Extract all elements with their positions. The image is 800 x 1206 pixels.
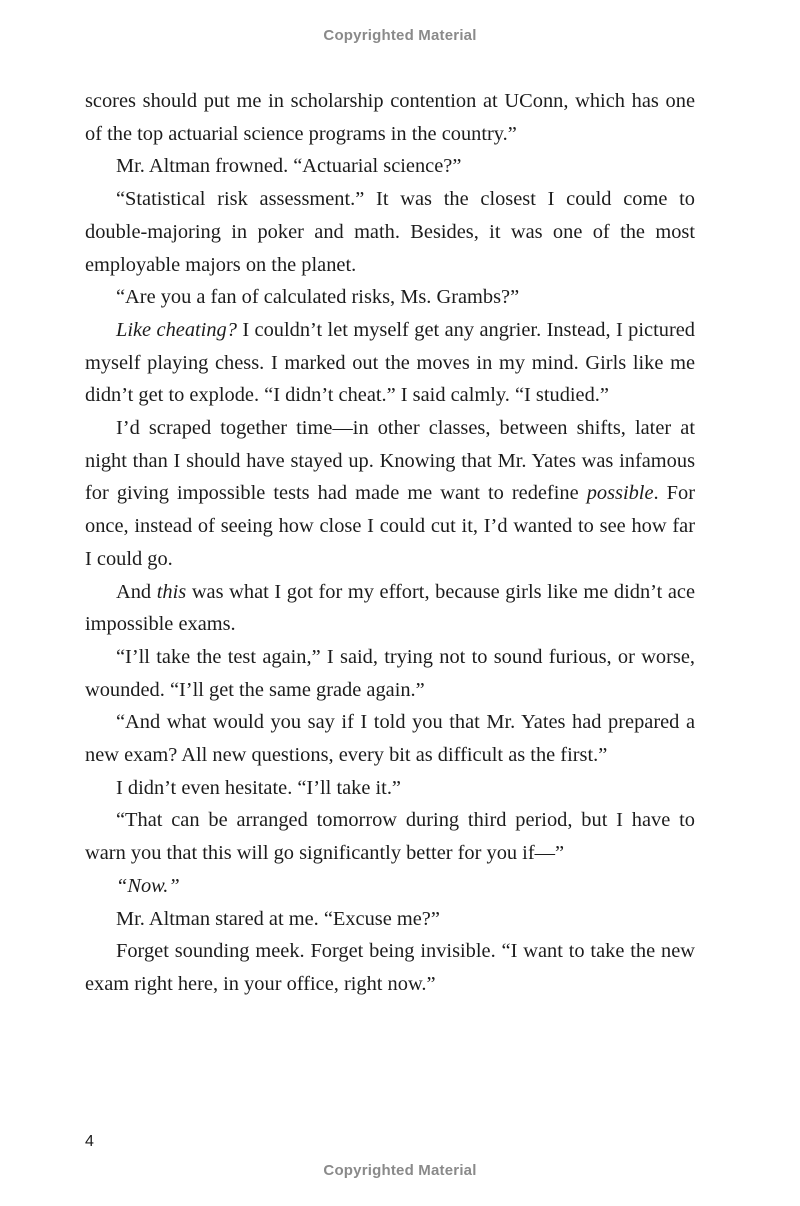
paragraph: Mr. Altman frowned. “Actuarial science?” [116,155,462,178]
italic-word: possible [586,482,654,505]
paragraph [85,314,695,412]
paragraph-text: was what I got for my effort, because girls like me didn’t ace impossible exams. [85,580,695,636]
copyright-watermark-top: Copyrighted Material [323,27,477,44]
page-text-body [85,85,695,1001]
paragraph: I didn’t even hesitate. “I’ll take it.” [116,776,401,799]
paragraph-text: I’d scraped together time—in other classes, between shifts, later at night than I should have stayed up. Knowing that Mr. Yates was infamous for giving impossible tests had made me want to redefine [85,417,695,505]
paragraph-text: I couldn’t let myself get any angrier. Instead, I pictured myself playing chess. I marked out the moves in my mind. Girls like me didn’t get to explode. “I didn’t cheat.” I said calmly. “I studied.” [85,318,695,407]
italic-word: this [156,580,187,603]
paragraph: “I’ll take the test again,” I said, trying not to sound furious, or worse, wounded. “I’ll get the same grade again.” [85,645,695,701]
paragraph: “And what would you say if I told you that Mr. Yates had prepared a new exam? All new questions, every bit as difficult as the first.” [85,711,695,767]
italic-phrase: Like cheating? [116,318,237,341]
paragraph-text: And [116,580,157,603]
paragraph: “Statistical risk assessment.” It was the closest I could come to double-majoring in poker and math. Besides, it was one of the most employable majors on the planet. [85,188,695,276]
paragraph [85,412,695,576]
paragraph: “That can be arranged tomorrow during third period, but I have to warn you that this will go significantly better for you if—” [85,809,695,865]
paragraph [85,576,695,641]
paragraph [85,870,695,903]
paragraph: scores should put me in scholarship contention at UConn, which has one of the top actuarial science programs in the country.” [85,90,695,145]
paragraph: Forget sounding meek. Forget being invisible. “I want to take the new exam right here, in your office, right now.” [85,940,695,995]
paragraph: Mr. Altman stared at me. “Excuse me?” [116,907,440,930]
paragraph-text: . For once, instead of seeing how close I could cut it, I’d wanted to see how far I could go. [85,482,695,570]
italic-phrase: “Now.” [116,874,180,897]
copyright-watermark-bottom: Copyrighted Material [323,1162,477,1179]
paragraph: “Are you a fan of calculated risks, Ms. Grambs?” [116,286,520,309]
page-number: 4 [85,1133,94,1150]
